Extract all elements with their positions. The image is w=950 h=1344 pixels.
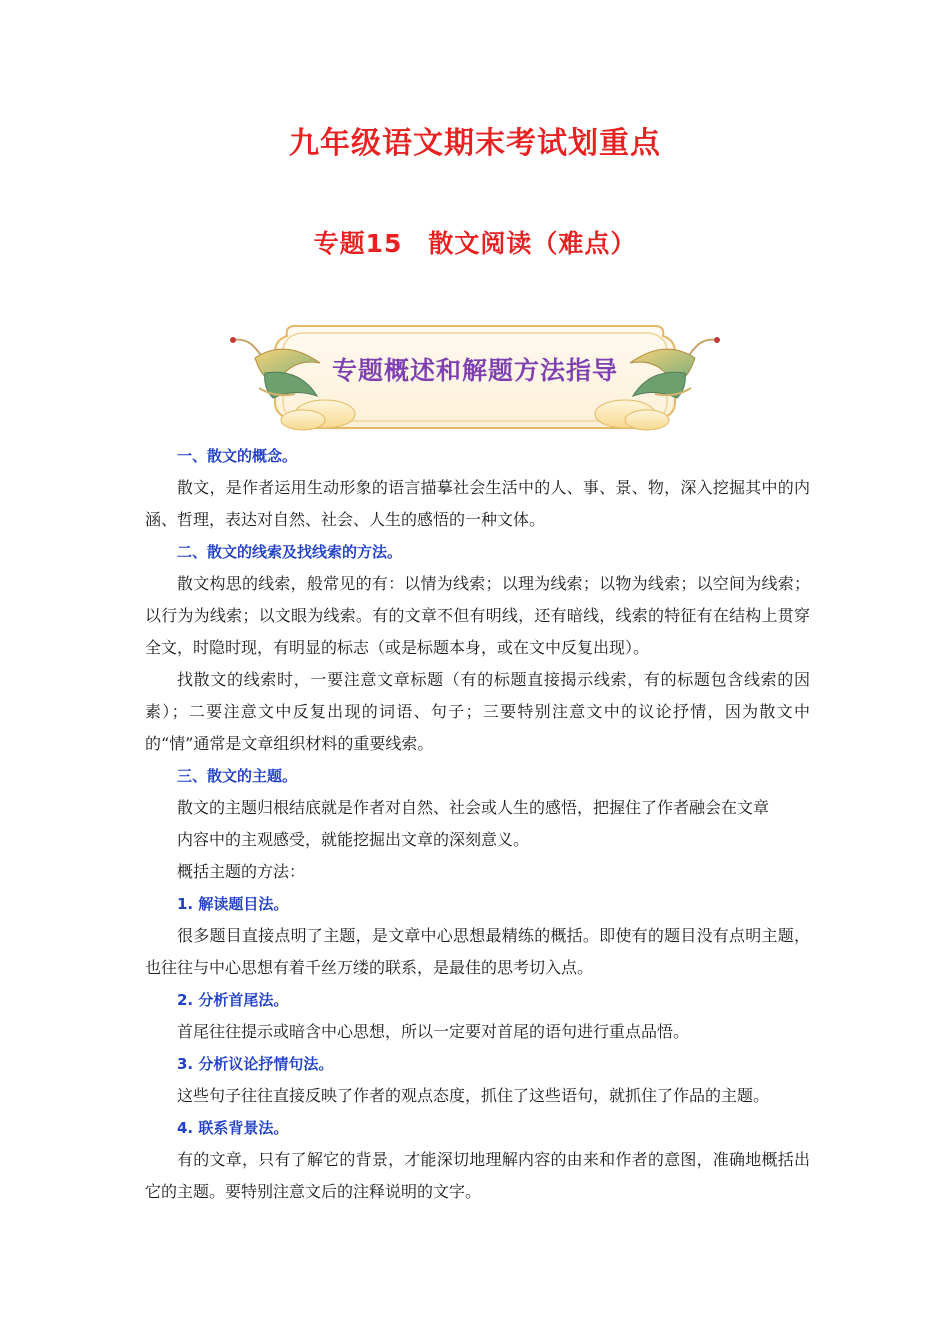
- paragraph: 散文构思的线索，般常见的有：以情为线索；以理为线索；以物为线索；以空间为线索；以行为为线索；以文眼为线索。有的文章不但有明线，还有暗线，线索的特征有在结构上贯穿全文，时隐时现，有明显的标志（或是标题本身，或在文中反复出现）。: [145, 574, 810, 657]
- document-title: 九年级语文期末考试划重点: [289, 126, 661, 161]
- paragraph: 找散文的线索时，一要注意文章标题（有的标题直接揭示线索，有的标题包含线索的因素）；二要注意文中反复出现的词语、句子；三要特别注意文中的议论抒情，因为散文中的“情”通常是文章组织材料的重要线索。: [145, 670, 810, 753]
- paragraph: 概括主题的方法：: [177, 862, 306, 881]
- method-heading: 2. 分析首尾法。: [177, 991, 289, 1009]
- banner-title: 专题概述和解题方法指导: [331, 356, 618, 385]
- paragraph: 这些句子往往直接反映了作者的观点态度，抓住了这些语句，就抓住了作品的主题。: [177, 1086, 770, 1105]
- paragraph: 首尾往往提示或暗含中心思想，所以一定要对首尾的语句进行重点品悟。: [177, 1022, 690, 1041]
- body-content: [145, 440, 810, 1208]
- section-heading: 二、散文的线索及找线索的方法。: [177, 543, 403, 561]
- method-heading: 4. 联系背景法。: [177, 1119, 289, 1137]
- paragraph: 内容中的主观感受，就能挖掘出文章的深刻意义。: [177, 830, 530, 849]
- method-heading: 3. 分析议论抒情句法。: [177, 1055, 334, 1073]
- paragraph: 散文，是作者运用生动形象的语言描摹社会生活中的人、事、景、物，深入挖掘其中的内涵、哲理，表达对自然、社会、人生的感悟的一种文体。: [145, 478, 810, 529]
- paragraph: 散文的主题归根结底就是作者对自然、社会或人生的感悟，把握住了作者融会在文章: [177, 798, 770, 817]
- method-heading: 1. 解读题目法。: [177, 895, 289, 913]
- paragraph: 有的文章，只有了解它的背景，才能深切地理解内容的由来和作者的意图，准确地概括出它的主题。要特别注意文后的注释说明的文字。: [145, 1150, 810, 1201]
- section-heading: 一、散文的概念。: [177, 447, 298, 465]
- paragraph: 很多题目直接点明了主题，是文章中心思想最精练的概括。即使有的题目没有点明主题，也往往与中心思想有着千丝万缕的联系，是最佳的思考切入点。: [145, 926, 810, 977]
- topic-subtitle: 专题15 散文阅读（难点）: [313, 229, 637, 258]
- section-heading: 三、散文的主题。: [177, 767, 298, 785]
